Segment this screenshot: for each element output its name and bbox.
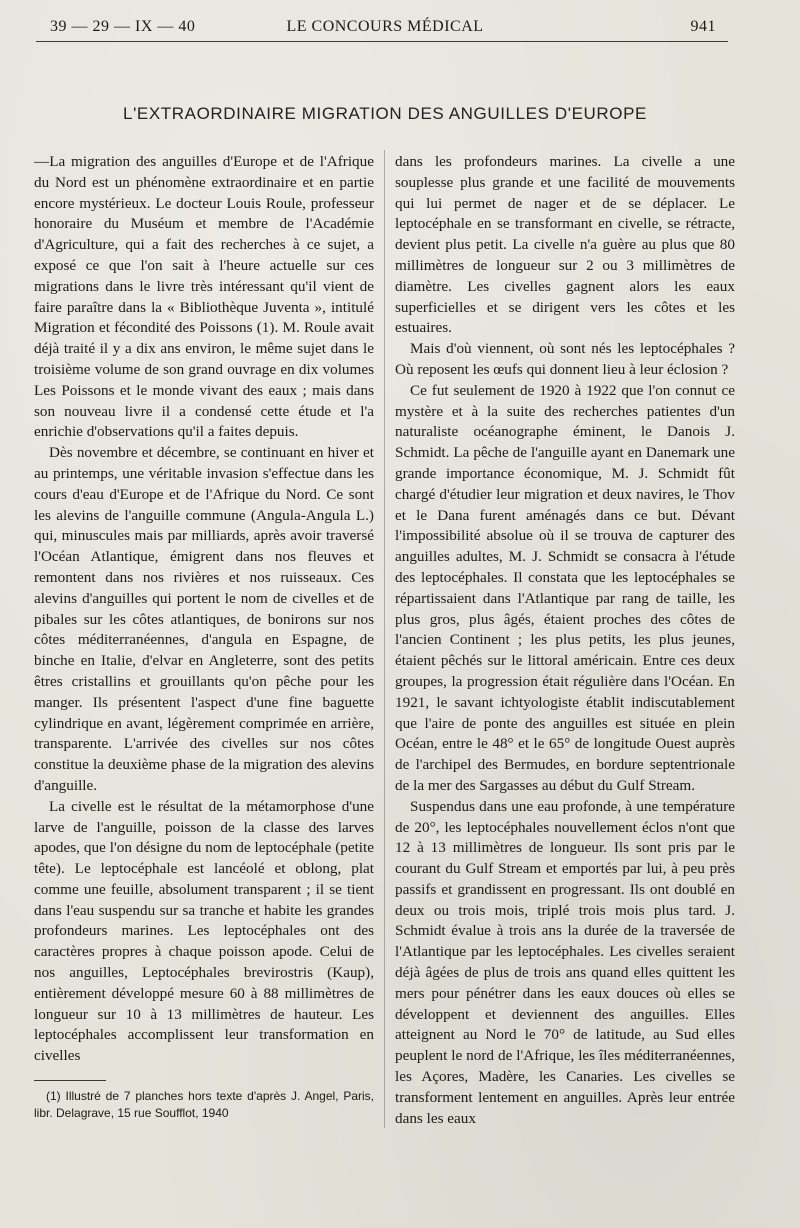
page-number: 941 (690, 18, 716, 35)
column-divider (384, 150, 385, 1128)
paragraph: Ce fut seulement de 1920 à 1922 que l'on connut ce mystère et à la suite des recherches patientes d'un naturaliste océanographe éminent, le Danois J. Schmidt. La pêche de l'anguille ayant en Danemark une grande importance économique, M. J. Schmidt fût chargé d'étudier leur migration et deux navires, le Thov et le Dana furent aménagés dans ce but. Dévant l'impossibilité absolue où il se trouva de capturer des anguilles adultes, M. J. Schmidt se consacra à l'étude des leptocéphales. Il constata que les leptocéphales se répartissaient dans l'Atlantique par rang de taille, les plus gros, plus âgés, étaient proches des côtes de l'ancien Continent ; les plus petits, les plus jeunes, étaient pêchés sur le littoral américain. Entre ces deux groupes, la progression était régulière dans l'Océan. En 1921, le savant ichtyologiste établit indiscutablement que l'aire de ponte des anguilles est située en plein Océan, entre le 48° et le 65° de longitude Ouest auprès de l'archipel des Bermudes, en bordure septentrionale de la mer des Sargasses au début du Gulf Stream. (395, 381, 735, 794)
footnote-text: (1) Illustré de 7 planches hors texte d'après J. Angel, Paris, libr. Delagrave, 15 rue Soufflot, 1940 (34, 1089, 374, 1120)
paragraph: Dès novembre et décembre, se continuant en hiver et au printemps, une véritable invasion s'effectue dans les cours d'eau d'Europe et de l'Afrique du Nord. Ce sont les alevins de l'anguille commune (Angula-Angula L.) qui, minuscules mais par milliards, après avoir traversé l'Océan Atlantique, émigrent dans nos fleuves et remontent dans nos rivières et nos ruisseaux. Ces alevins d'anguilles qui portent le nom de civelles et de pibales sur les côtes atlantiques, de bonirons sur nos côtes méditerranéennes, d'angula en Espagne, de binche en Italie, d'elvar en Angleterre, sont des petits êtres cristallins et grouillants qu'on pêche pour les manger. Ils présentent l'aspect d'une fine baguette cylindrique en avant, légèrement comprimée en arrière, transparente. L'arrivée des civelles sur nos côtes constitue la deuxième phase de la migration des alevins d'anguille. (34, 444, 374, 794)
article-title: L'EXTRAORDINAIRE MIGRATION DES ANGUILLES D'EUROPE (123, 104, 647, 123)
paragraph: Suspendus dans une eau profonde, à une température de 20°, les leptocéphales nouvellement éclos n'ont que 12 à 13 millimètres de longueur. Ils sont pris par le courant du Gulf Stream et emportés par lui, à peu près passifs et grandissent en progressant. Ils ont doublé en deux ou trois mois, triplé trois mois plus tard. J. Schmidt évalue à trois ans la durée de la traversée de l'Atlantique par les leptocéphales. Les civelles seraient déjà âgées de plus de trois ans quand elles quittent les mers pour pénétrer dans les eaux douces où elles se développent et deviennent des anguilles. Elles atteignent au Nord le 70° de latitude, au Sud elles peuplent le nord de l'Afrique, les îles méditerranéennes, les Açores, Madère, les Canaries. Les civelles se transforment lentement en anguilles. Après leur entrée dans les eaux (395, 797, 735, 1127)
left-column (34, 152, 374, 1067)
footnote-rule (34, 1080, 106, 1081)
paragraph: —La migration des anguilles d'Europe et de l'Afrique du Nord est un phénomène extraordinaire et en partie encore mystérieux. Le docteur Louis Roule, professeur honoraire du Muséum et membre de l'Académie d'Agriculture, qui a fait des recherches à ce sujet, a exposé ce que l'on sait à l'heure actuelle sur ces migrations dans le livre très intéressant qu'il vient de faire paraître dans la « Bibliothèque Juventa », intitulé Migration et fécondité des Poissons (1). M. Roule avait déjà traité il y a dix ans environ, le même sujet dans le troisième volume de son grand ouvrage en dix volumes Les Poissons et le monde vivant des eaux ; mais dans son nouveau livre il a condensé cette étude et l'a enrichie d'observations qu'il a faites depuis. (34, 153, 374, 441)
paragraph: Mais d'où viennent, où sont nés les leptocéphales ? Où reposent les œufs qui donnent lieu à leur éclosion ? (395, 340, 735, 378)
header-rule (36, 41, 728, 42)
issue-date: 39 — 29 — IX — 40 (50, 18, 196, 35)
right-column (395, 152, 735, 1129)
paragraph: La civelle est le résultat de la métamorphose d'une larve de l'anguille, poisson de la classe des larves apodes, que l'on désigne du nom de leptocéphale (petite tête). Le leptocéphale est lancéolé et oblong, plat comme une feuille, absolument transparent ; il se tient dans l'eau suspendu sur sa tranche et habite les grandes profondeurs marines. Les leptocéphales ont des caractères propres à chaque poisson apode. Celui de nos anguilles, Leptocéphales brevirostris (Kaup), entièrement développé mesure 60 à 88 millimètres de longueur sur 10 à 13 millimètres de hauteur. Les leptocéphales accomplissent leur transformation en civelles (34, 797, 374, 1065)
running-header (40, 16, 730, 42)
footnote (34, 1088, 374, 1122)
journal-title: LE CONCOURS MÉDICAL (286, 18, 484, 35)
paragraph: dans les profondeurs marines. La civelle a une souplesse plus grande et une facilité de mouvements qui lui permet de nager et de se déplacer. Le leptocéphale en se transformant en civelle, se rétracte, devient plus petit. La civelle n'a guère au plus que 80 millimètres de longueur sur 2 ou 3 millimètres de diamètre. Les civelles gagnent alors les eaux superficielles et se dirigent vers les côtes et les estuaires. (395, 153, 735, 337)
